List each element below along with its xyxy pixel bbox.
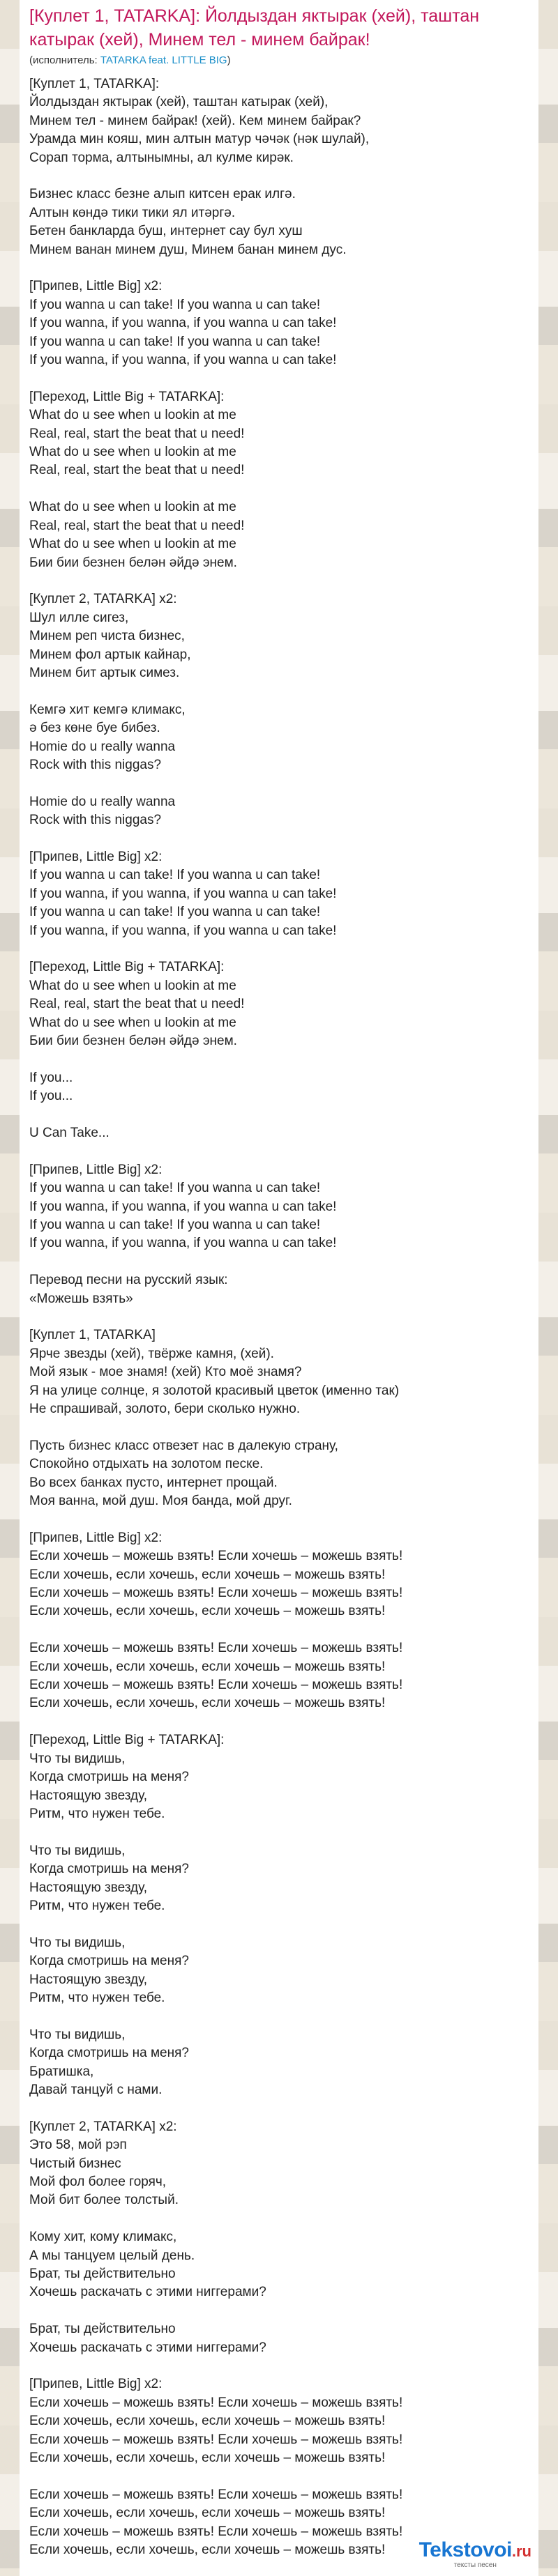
lyrics-line: Настоящую звезду, bbox=[29, 1972, 148, 1987]
lyrics-line: What do u see when u lookin at me bbox=[29, 445, 236, 460]
lyrics-line: [Переход, Little Big + TATARKA]: bbox=[29, 960, 225, 975]
lyrics-line: Homie do u really wanna bbox=[29, 794, 176, 809]
logo-subtitle: тексты песен bbox=[453, 2561, 497, 2569]
logo-tld-text: .ru bbox=[511, 2543, 531, 2560]
lyrics-line: If you wanna, if you wanna, if you wanna u can take! bbox=[29, 923, 337, 938]
lyrics-line: If you... bbox=[29, 1070, 73, 1085]
lyrics-line: [Куплет 2, TATARKA] x2: bbox=[29, 592, 177, 607]
lyrics-line: Минем ванан минем душ, Минем банан минем дус. bbox=[29, 242, 347, 257]
lyrics-line: Кемгә хит кемгә климакс, bbox=[29, 702, 186, 717]
lyrics-line: [Куплет 1, TATARKA]: bbox=[29, 77, 160, 91]
lyrics-line: Урамда мин кояш, мин алтын матур чәчәк (нәк шулай), bbox=[29, 132, 370, 147]
lyrics-line: What do u see when u lookin at me bbox=[29, 978, 236, 993]
lyrics-line: Перевод песни на русский язык: bbox=[29, 1273, 228, 1288]
lyrics-line: If you wanna, if you wanna, if you wanna u can take! bbox=[29, 1236, 337, 1251]
lyrics-line: [Куплет 2, TATARKA] x2: bbox=[29, 2119, 177, 2134]
lyrics-line: Бетен банкларда буш, интернет сау бул хуш bbox=[29, 224, 303, 239]
page-title: [Куплет 1, TATARKA]: Йолдыздан яктырак (хей), таштан катырак (хей), Минем тел - минем байрак! bbox=[29, 6, 480, 49]
lyrics-stanza bbox=[29, 1842, 529, 1916]
lyrics-line: If you wanna u can take! If you wanna u can take! bbox=[29, 297, 321, 312]
lyrics-line: Во всех банках пусто, интернет прощай. bbox=[29, 1475, 278, 1490]
artist-prefix: (исполнитель: bbox=[29, 54, 100, 66]
lyrics-line: Настоящую звезду, bbox=[29, 1880, 148, 1895]
artist-suffix: ) bbox=[227, 54, 231, 66]
lyrics-line: Минем реп чиста бизнес, bbox=[29, 629, 185, 644]
lyrics-line: Real, real, start the beat that u need! bbox=[29, 518, 245, 533]
lyrics-line: [Припев, Little Big] x2: bbox=[29, 1162, 163, 1177]
lyrics-stanza bbox=[29, 1069, 529, 1106]
lyrics-line: Пусть бизнес класс отвезет нас в далекую страну, bbox=[29, 1438, 338, 1453]
lyrics-stanza bbox=[29, 590, 529, 682]
lyrics-line: If you wanna, if you wanna, if you wanna u can take! bbox=[29, 886, 337, 901]
lyrics-line: Брат, ты действительно bbox=[29, 2322, 176, 2337]
lyrics-line: Если хочешь – можешь взять! Если хочешь – можешь взять! bbox=[29, 2395, 403, 2410]
lyrics-line: Если хочешь, если хочешь, если хочешь – можешь взять! bbox=[29, 2543, 386, 2558]
lyrics-line: Rock with this niggas? bbox=[29, 757, 162, 772]
lyrics-line: What do u see when u lookin at me bbox=[29, 408, 236, 423]
lyrics-stanza bbox=[29, 2375, 529, 2467]
lyrics-line: Мой фол более горяч, bbox=[29, 2174, 167, 2189]
lyrics-line: Что ты видишь, bbox=[29, 1843, 126, 1858]
lyrics-line: Хочешь раскачать с этими ниггерами? bbox=[29, 2340, 266, 2355]
lyrics-line: Мой язык - мое знамя! (хей) Кто моё знамя? bbox=[29, 1365, 302, 1380]
lyrics-line: Homie do u really wanna bbox=[29, 739, 176, 754]
lyrics-line: Брат, ты действительно bbox=[29, 2266, 176, 2281]
lyrics-line: Когда смотришь на меня? bbox=[29, 1770, 189, 1785]
lyrics-line: Это 58, мой рэп bbox=[29, 2138, 127, 2153]
lyrics-line: Мой бит более толстый. bbox=[29, 2193, 179, 2208]
lyrics-stanza bbox=[29, 1731, 529, 1823]
lyrics-stanza bbox=[29, 1437, 529, 1511]
lyrics-line: Ритм, что нужен тебе. bbox=[29, 1806, 165, 1821]
lyrics-line: Если хочешь – можешь взять! Если хочешь – можешь взять! bbox=[29, 2524, 403, 2539]
lyrics-line: А мы танцуем целый день. bbox=[29, 2248, 195, 2263]
lyrics-line: Сорап торма, алтынымны, ал кулме кирәк. bbox=[29, 150, 294, 165]
logo-main-text: Tekstovoi bbox=[418, 2538, 512, 2561]
lyrics-line: Real, real, start the beat that u need! bbox=[29, 997, 245, 1012]
lyrics-line: Бизнес класс безне алып китсен ерак илгә. bbox=[29, 187, 296, 202]
lyrics-line: If you wanna u can take! If you wanna u can take! bbox=[29, 334, 321, 349]
lyrics-line: Моя ванна, мой душ. Моя банда, мой друг. bbox=[29, 1494, 292, 1509]
lyrics-line: If you wanna, if you wanna, if you wanna u can take! bbox=[29, 1199, 337, 1214]
lyrics-line: Йолдыздан яктырак (хей), таштан катырак (хей), bbox=[29, 95, 329, 110]
lyrics-line: Что ты видишь, bbox=[29, 1935, 126, 1950]
lyrics-stanza bbox=[29, 2228, 529, 2302]
lyrics-line: Если хочешь – можешь взять! Если хочешь – можешь взять! bbox=[29, 1678, 403, 1693]
lyrics-line: Минем бит артык симез. bbox=[29, 665, 180, 680]
lyrics-line: [Переход, Little Big + TATARKA]: bbox=[29, 1733, 225, 1748]
lyrics-line: [Припев, Little Big] x2: bbox=[29, 1530, 163, 1545]
lyrics-line: Real, real, start the beat that u need! bbox=[29, 463, 245, 478]
lyrics-line: Если хочешь, если хочешь, если хочешь – можешь взять! bbox=[29, 2506, 386, 2521]
lyrics-stanza bbox=[29, 1529, 529, 1621]
lyrics-line: Если хочешь – можешь взять! Если хочешь – можешь взять! bbox=[29, 2487, 403, 2502]
lyrics-line: «Можешь взять» bbox=[29, 1291, 133, 1306]
lyrics-line: Спокойно отдыхать на золотом песке. bbox=[29, 1457, 264, 1472]
lyrics-line: What do u see when u lookin at me bbox=[29, 537, 236, 552]
lyrics-line: Когда смотришь на меня? bbox=[29, 1862, 189, 1877]
lyrics-line: Я на улице солнце, я золотой красивый цветок (именно так) bbox=[29, 1383, 400, 1398]
lyrics-line: Бии бии безнен белән әйдә энем. bbox=[29, 555, 237, 570]
lyrics-stanza bbox=[29, 1326, 529, 1418]
lyrics-line: Давай танцуй с нами. bbox=[29, 2082, 163, 2097]
lyrics-line: Бии бии безнен белән әйдә энем. bbox=[29, 1033, 237, 1048]
lyrics-stanza bbox=[29, 75, 529, 167]
lyrics-stanza bbox=[29, 2026, 529, 2100]
lyrics-line: Если хочешь – можешь взять! Если хочешь – можешь взять! bbox=[29, 1549, 403, 1564]
lyrics-line: Минем фол артык кайнар, bbox=[29, 647, 191, 662]
lyrics-line: If you wanna u can take! If you wanna u can take! bbox=[29, 868, 321, 883]
lyrics-line: Что ты видишь, bbox=[29, 2027, 126, 2042]
lyrics-stanza bbox=[29, 1271, 529, 1308]
lyrics-stanza bbox=[29, 1161, 529, 1253]
lyrics-line: Когда смотришь на меня? bbox=[29, 2046, 189, 2061]
lyrics-line: What do u see when u lookin at me bbox=[29, 500, 236, 515]
lyrics-stanza bbox=[29, 185, 529, 259]
lyrics-line: Ярче звезды (хей), твёрже камня, (хей). bbox=[29, 1346, 274, 1361]
lyrics-line: Настоящую звезду, bbox=[29, 1788, 148, 1803]
lyrics-line: Ритм, что нужен тебе. bbox=[29, 1990, 165, 2005]
lyrics-line: Если хочешь – можешь взять! Если хочешь – можешь взять! bbox=[29, 2432, 403, 2447]
lyrics-line: Что ты видишь, bbox=[29, 1751, 126, 1766]
lyrics-line: [Переход, Little Big + TATARKA]: bbox=[29, 389, 225, 404]
lyrics-line: Алтын көндә тики тики ял итәргә. bbox=[29, 205, 236, 220]
lyrics-stanza bbox=[29, 498, 529, 572]
lyrics-line: Если хочешь, если хочешь, если хочешь – можешь взять! bbox=[29, 2451, 386, 2466]
lyrics-line: If you... bbox=[29, 1089, 73, 1104]
lyrics-line: If you wanna, if you wanna, if you wanna u can take! bbox=[29, 353, 337, 368]
artist-line bbox=[29, 54, 529, 67]
lyrics-stanza bbox=[29, 388, 529, 480]
lyrics-stanza bbox=[29, 2118, 529, 2210]
lyrics-line: If you wanna u can take! If you wanna u can take! bbox=[29, 905, 321, 920]
lyrics-stanza bbox=[29, 958, 529, 1050]
lyrics-line: U Can Take... bbox=[29, 1125, 110, 1140]
lyrics-line: Братишка, bbox=[29, 2064, 94, 2079]
lyrics-line: [Припев, Little Big] x2: bbox=[29, 2377, 163, 2392]
lyrics-line: [Припев, Little Big] x2: bbox=[29, 279, 163, 294]
artist-link[interactable]: TATARKA feat. LITTLE BIG bbox=[100, 54, 227, 66]
lyrics-line: Когда смотришь на меня? bbox=[29, 1954, 189, 1969]
lyrics-line: [Припев, Little Big] x2: bbox=[29, 849, 163, 864]
lyrics-line: Минем тел - минем байрак! (хей). Кем минем байрак? bbox=[29, 113, 361, 128]
lyrics-line: Хочешь раскачать с этими ниггерами? bbox=[29, 2285, 266, 2300]
lyrics-stanza bbox=[29, 848, 529, 940]
lyrics-line: [Куплет 1, TATARKA] bbox=[29, 1328, 156, 1343]
lyrics-line: Ритм, что нужен тебе. bbox=[29, 1898, 165, 1913]
lyrics-line: Rock with this niggas? bbox=[29, 813, 162, 828]
lyrics-line: Если хочешь – можешь взять! Если хочешь – можешь взять! bbox=[29, 1586, 403, 1601]
lyrics-line: Если хочешь, если хочешь, если хочешь – можешь взять! bbox=[29, 1567, 386, 1582]
lyrics-line: Real, real, start the beat that u need! bbox=[29, 426, 245, 441]
lyrics-line: Если хочешь, если хочешь, если хочешь – можешь взять! bbox=[29, 1696, 386, 1711]
lyrics-line: Кому хит, кому климакс, bbox=[29, 2230, 177, 2245]
lyrics-stanza bbox=[29, 1124, 529, 1142]
lyrics-line: If you wanna, if you wanna, if you wanna u can take! bbox=[29, 316, 337, 331]
lyrics-line: Если хочешь, если хочешь, если хочешь – можешь взять! bbox=[29, 1604, 386, 1619]
lyrics-line: Если хочешь, если хочешь, если хочешь – можешь взять! bbox=[29, 2414, 386, 2429]
lyrics-stanza bbox=[29, 1934, 529, 2008]
lyrics-stanza bbox=[29, 793, 529, 830]
lyrics-line: Если хочешь – можешь взять! Если хочешь – можешь взять! bbox=[29, 1641, 403, 1656]
lyrics-line: Шул илле сигез, bbox=[29, 610, 129, 625]
lyrics-line: If you wanna u can take! If you wanna u can take! bbox=[29, 1218, 321, 1232]
lyrics-line: Чистый бизнес bbox=[29, 2156, 121, 2171]
lyrics-line: What do u see when u lookin at me bbox=[29, 1015, 236, 1030]
lyrics-text bbox=[29, 75, 529, 2559]
lyrics-line: If you wanna u can take! If you wanna u can take! bbox=[29, 1181, 321, 1196]
lyrics-page bbox=[20, 0, 538, 2576]
lyrics-stanza bbox=[29, 277, 529, 369]
lyrics-line: Не спрашивай, золото, бери сколько нужно. bbox=[29, 1402, 301, 1417]
site-logo[interactable] bbox=[419, 2540, 531, 2569]
lyrics-line: ә без көне буе бибез. bbox=[29, 721, 160, 736]
lyrics-line: Если хочешь, если хочешь, если хочешь – можешь взять! bbox=[29, 1659, 386, 1674]
lyrics-stanza bbox=[29, 2320, 529, 2357]
lyrics-stanza bbox=[29, 701, 529, 775]
lyrics-stanza bbox=[29, 1639, 529, 1713]
